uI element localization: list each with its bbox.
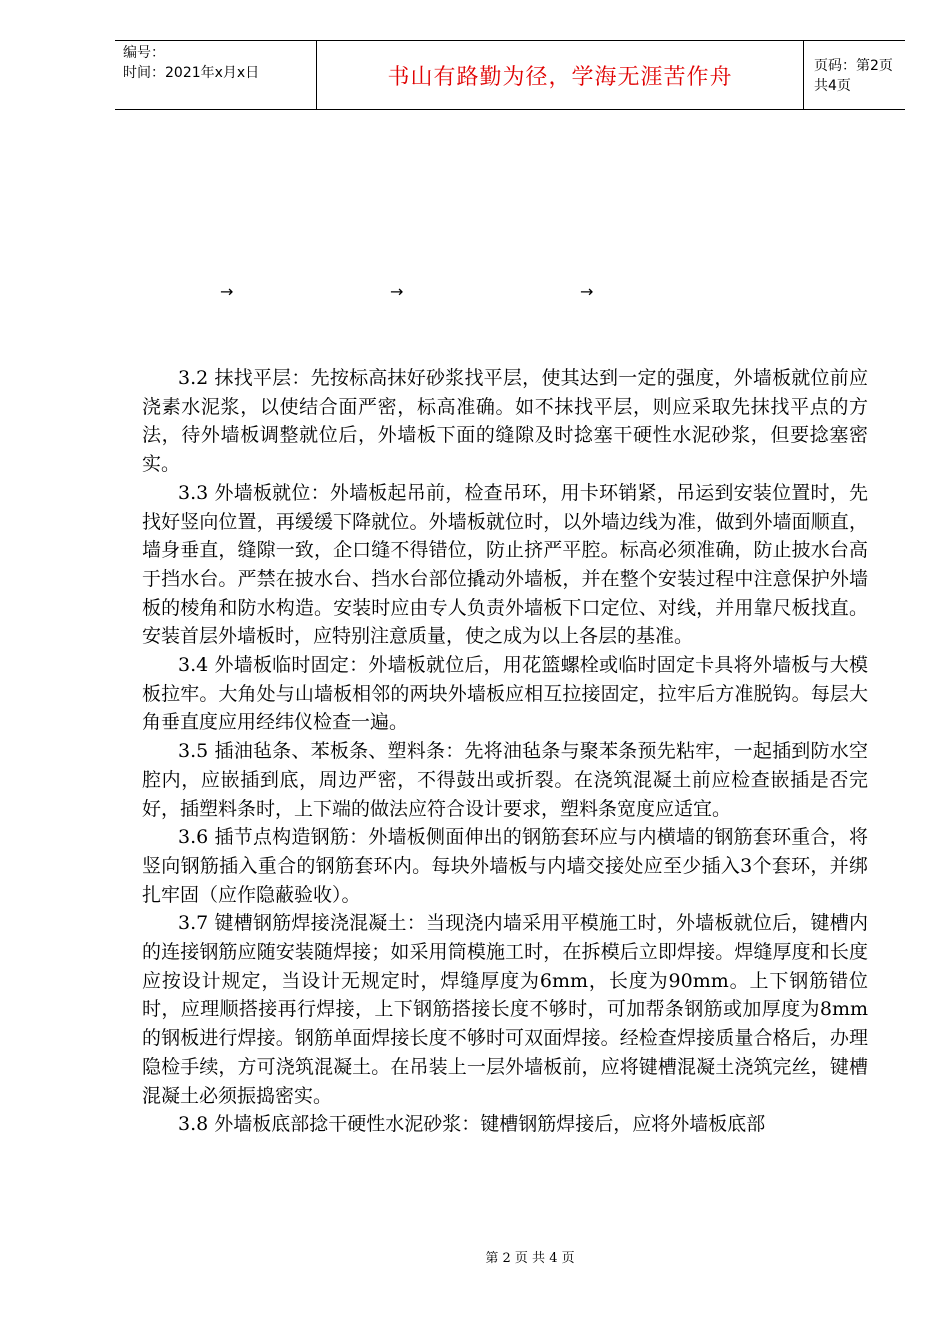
page-footer: [0, 1247, 950, 1266]
paragraph-3-7: 3.7 键槽钢筋焊接浇混凝土：当现浇内墙采用平模施工时，外墙板就位后，键槽内的连接钢筋应随安装随焊接；如采用筒模施工时，在拆模后立即焊接。焊缝厚度和长度应按设计规定，当设计无规定时，焊缝厚度为6mm，长度为90mm。上下钢筋错位时，应理顺搭接再行焊接，上下钢筋搭接长度不够时，可加帮条钢筋或加厚度为8mm的钢板进行焊接。钢筋单面焊接长度不够时可双面焊接。经检查焊接质量合格后，办理隐检手续，方可浇筑混凝土。在吊装上一层外墙板前，应将键槽混凝土浇筑完丝，键槽混凝土必须振捣密实。: [142, 912, 868, 1107]
header-page-cell: [804, 41, 905, 109]
paragraph-3-4: 3.4 外墙板临时固定：外墙板就位后，用花篮螺栓或临时固定卡具将外墙板与大模板拉牢。大角处与山墙板相邻的两块外墙板应相互拉接固定，拉牢后方准脱钩。每层大角垂直度应用经纬仪检查一遍。: [142, 654, 868, 734]
arrow-icon: →: [220, 282, 234, 301]
paragraph-3-6: 3.6 插节点构造钢筋：外墙板侧面伸出的钢筋套环应与内横墙的钢筋套环重合，将竖向钢筋插入重合的钢筋套环内。每块外墙板与内墙交接处应至少插入3个套环，并绑扎牢固（应作隐蔽验收）。: [142, 826, 868, 906]
arrow-icon: →: [390, 282, 404, 301]
page-info: 页码：第2页 共4页: [814, 58, 893, 94]
header-left-cell: [115, 41, 316, 109]
paragraph-3-3: 3.3 外墙板就位：外墙板起吊前，检查吊环，用卡环销紧，吊运到安装位置时，先找好竖向位置，再缓缓下降就位。外墙板就位时，以外墙边线为准，做到外墙面顺直，墙身垂直，缝隙一致，企口缝不得错位，防止挤严平腔。标高必须准确，防止披水台高于挡水台。严禁在披水台、挡水台部位撬动外墙板，并在整个安装过程中注意保护外墙板的棱角和防水构造。安装时应由专人负责外墙板下口定位、对线，并用靠尺板找直。安装首层外墙板时，应特别注意质量，使之成为以上各层的基准。: [142, 481, 868, 648]
header-motto-cell: [316, 41, 804, 109]
arrow-icon: →: [580, 282, 594, 301]
footer-page-number: 第 2 页 共 4 页: [485, 1251, 575, 1266]
motto-text: 书山有路勤为径，学海无涯苦作舟: [387, 64, 733, 90]
paragraph-3-8: 3.8 外墙板底部捻干硬性水泥砂浆：键槽钢筋焊接后，应将外墙板底部: [178, 1113, 766, 1136]
header-table: [115, 40, 905, 110]
paragraph-3-2: 3.2 抹找平层：先按标高抹好砂浆找平层，使其达到一定的强度，外墙板就位前应浇素水泥浆，以使结合面严密，标高准确。如不抹找平层，则应采取先抹找平点的方法，待外墙板调整就位后，外墙板下面的缝隙及时捻塞干硬性水泥砂浆，但要捻塞密实。: [142, 367, 868, 476]
number-label: 编号：: [123, 45, 165, 61]
paragraph-3-5: 3.5 插油毡条、苯板条、塑料条：先将油毡条与聚苯条预先粘牢，一起插到防水空腔内，应嵌插到底，周边严密，不得鼓出或折裂。在浇筑混凝土前应检查嵌插是否完好，插塑料条时，上下端的做法应符合设计要求，塑料条宽度应适宜。: [142, 740, 868, 820]
time-label: 时间：2021年x月x日: [123, 65, 260, 81]
body-text: [142, 364, 868, 1139]
